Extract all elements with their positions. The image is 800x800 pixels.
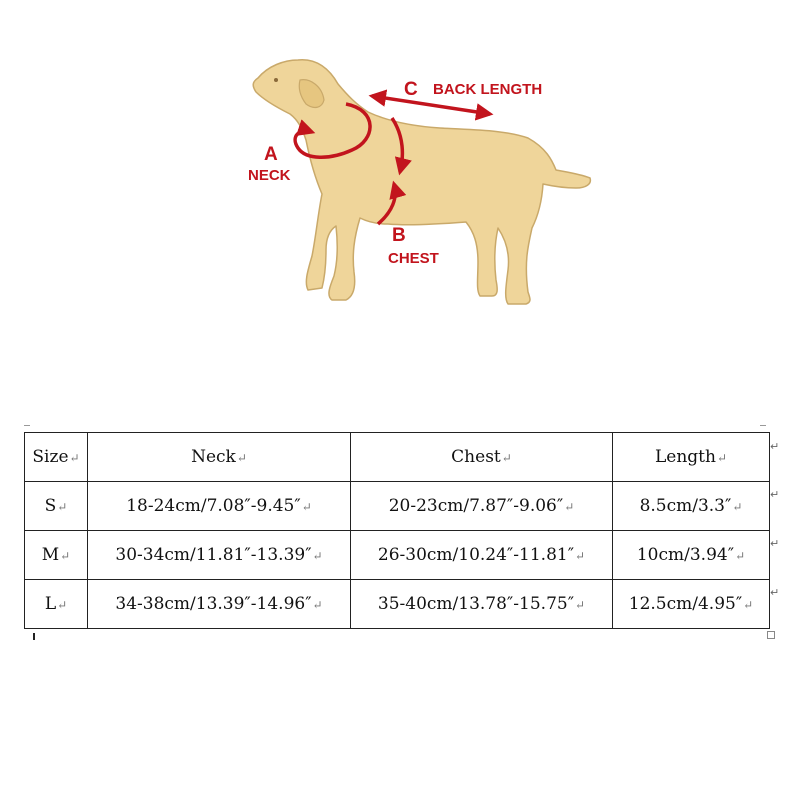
table-cell: L↵ [25,580,88,629]
label-back-length: BACK LENGTH [433,81,543,98]
ruler-tick [760,425,766,426]
size-chart-table [24,432,770,629]
dog-illustration [0,0,800,330]
table-cell: 20-23cm/7.87″-9.06″↵ [351,482,613,531]
back-length-arrow [372,96,490,114]
row-end-mark: ↵ [770,440,780,453]
table-cell: 34-38cm/13.39″-14.96″↵ [88,580,351,629]
label-b-letter: B [392,225,406,246]
table-cell: 12.5cm/4.95″↵ [613,580,770,629]
table-header-cell: Chest↵ [351,433,613,482]
table-cell: 30-34cm/11.81″-13.39″↵ [88,531,351,580]
dog-eye [274,78,278,82]
table-cell: 18-24cm/7.08″-9.45″↵ [88,482,351,531]
label-a-letter: A [264,144,278,165]
table-header-cell: Neck↵ [88,433,351,482]
table-row [25,580,770,629]
table-header-row [25,433,770,482]
table-header-cell: Length↵ [613,433,770,482]
row-end-mark: ↵ [770,537,780,550]
table-row [25,482,770,531]
table-header-cell: Size↵ [25,433,88,482]
table-cell: 35-40cm/13.78″-15.75″↵ [351,580,613,629]
table-cell: 10cm/3.94″↵ [613,531,770,580]
row-end-mark: ↵ [770,586,780,599]
label-chest: CHEST [388,250,439,267]
table-resize-handle[interactable] [767,631,775,639]
table-cell: M↵ [25,531,88,580]
table-cell: 8.5cm/3.3″↵ [613,482,770,531]
table-row [25,531,770,580]
row-end-mark: ↵ [770,488,780,501]
table-cell: S↵ [25,482,88,531]
table-cell: 26-30cm/10.24″-11.81″↵ [351,531,613,580]
dog-measurement-diagram [0,0,800,330]
text-cursor [33,633,35,640]
label-neck: NECK [248,167,291,184]
ruler-tick [24,425,30,426]
label-c-letter: C [404,79,418,100]
